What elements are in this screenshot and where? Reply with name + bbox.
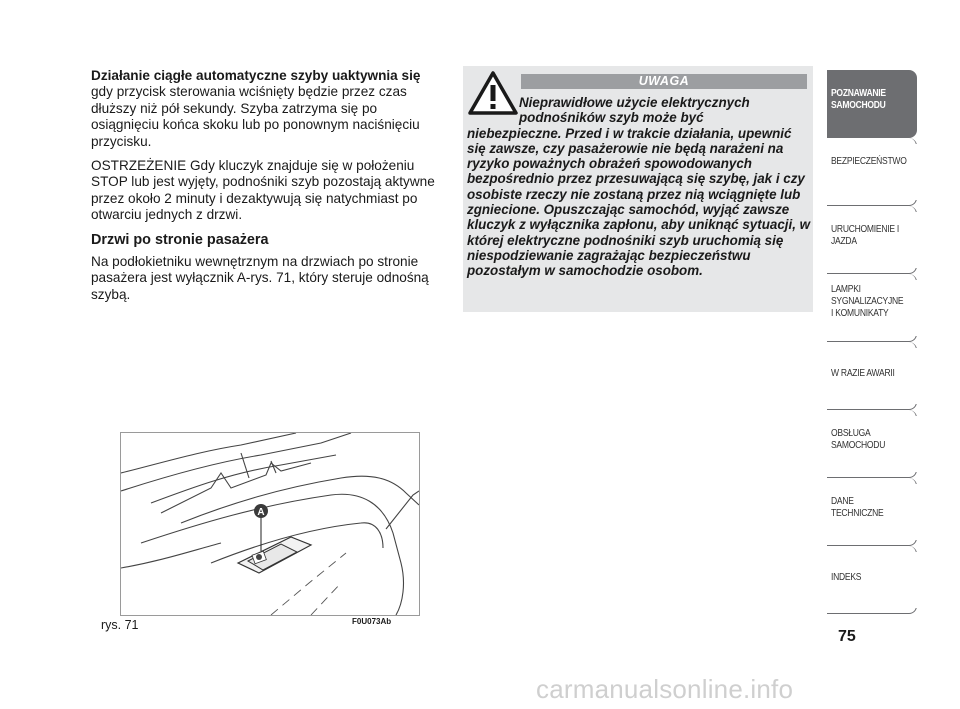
- tab-label: OBSŁUGA SAMOCHODU: [831, 428, 886, 451]
- tab-dane-techniczne[interactable]: [827, 478, 917, 546]
- door-illustration: [121, 433, 419, 615]
- tab-poznawanie-samochodu[interactable]: [827, 70, 917, 138]
- paragraph-rest: gdy przycisk sterowania wciśnięty będzie przez czas dłuższy niż pół sekundy. Szyba zatrzyma się po osiągnięciu końca skoku lub po ponownym naciśnięciu przycisku.: [91, 84, 420, 149]
- tab-label: BEZPIECZEŃSTWO: [831, 156, 907, 167]
- tab-label: DANE TECHNICZNE: [831, 496, 884, 519]
- tab-label: POZNAWANIE SAMOCHODU: [831, 88, 886, 111]
- tab-indeks[interactable]: [827, 546, 917, 614]
- warning-text: [467, 95, 811, 279]
- paragraph-lead: Działanie ciągłe automatyczne szyby uaktywnia się: [91, 68, 421, 83]
- paragraph-warning-note: OSTRZEŻENIE Gdy kluczyk znajduje się w położeniu STOP lub jest wyjęty, podnośniki szyb pozostają aktywne przez około 2 minuty i dezaktywują się natychmiast po otwarciu jednych z drzwi.: [91, 158, 435, 223]
- window-switch: [238, 537, 311, 573]
- tab-w-razie-awarii[interactable]: [827, 342, 917, 410]
- figure-door-switch: [120, 432, 420, 616]
- warning-box: [463, 66, 813, 312]
- tab-obsluga-samochodu[interactable]: [827, 410, 917, 478]
- watermark: carmanualsonline.info: [536, 674, 794, 704]
- figure-caption: rys. 71: [101, 618, 139, 632]
- body-text-column: [91, 68, 443, 311]
- warning-text-first: Nieprawidłowe użycie elektrycznych podnośników szyb może być: [519, 95, 750, 126]
- tab-bezpieczenstwo[interactable]: [827, 138, 917, 206]
- tab-label: URUCHOMIENIE I JAZDA: [831, 224, 900, 247]
- page-number: 75: [838, 628, 856, 645]
- tab-lampki-sygnalizacyjne[interactable]: [827, 274, 917, 342]
- tab-label: LAMPKI SYGNALIZACYJNE I KOMUNIKATY: [831, 284, 904, 319]
- paragraph-passenger-door: Na podłokietniku wewnętrznym na drzwiach po stronie pasażera jest wyłącznik A-rys. 71, który steruje odnośną szybą.: [91, 254, 429, 302]
- tab-label: INDEKS: [831, 572, 862, 583]
- warning-text-rest: niebezpieczne. Przed i w trakcie działania, upewnić się zawsze, czy pasażerowie nie będą narażeni na ryzyko poważnych obrażeń spowodowanych bezpośrednio przez przesuwającą się szybę, jak i czy osobiste rzeczy nie zostaną przez nią wciągnięte lub zgniecione. Opuszczając samochód, wyjąć zawsze kluczyk z wyłącznika zapłonu, aby uniknąć sytuacji, w której elektryczne podnośniki szyb uruchomią się niespodziewanie zagrażając bezpieczeństwu pozostałym w samochodzie osobom.: [467, 125, 811, 279]
- warning-title: UWAGA: [521, 74, 807, 89]
- tab-uruchomienie-i-jazda[interactable]: [827, 206, 917, 274]
- section-heading: Drzwi po stronie pasażera: [91, 231, 269, 248]
- tab-label: W RAZIE AWARII: [831, 368, 895, 379]
- marker-a-label: A: [257, 507, 265, 518]
- paragraph-auto-mode: [91, 68, 443, 150]
- chapter-tabs: [827, 70, 917, 614]
- figure-code: F0U073Ab: [352, 617, 392, 626]
